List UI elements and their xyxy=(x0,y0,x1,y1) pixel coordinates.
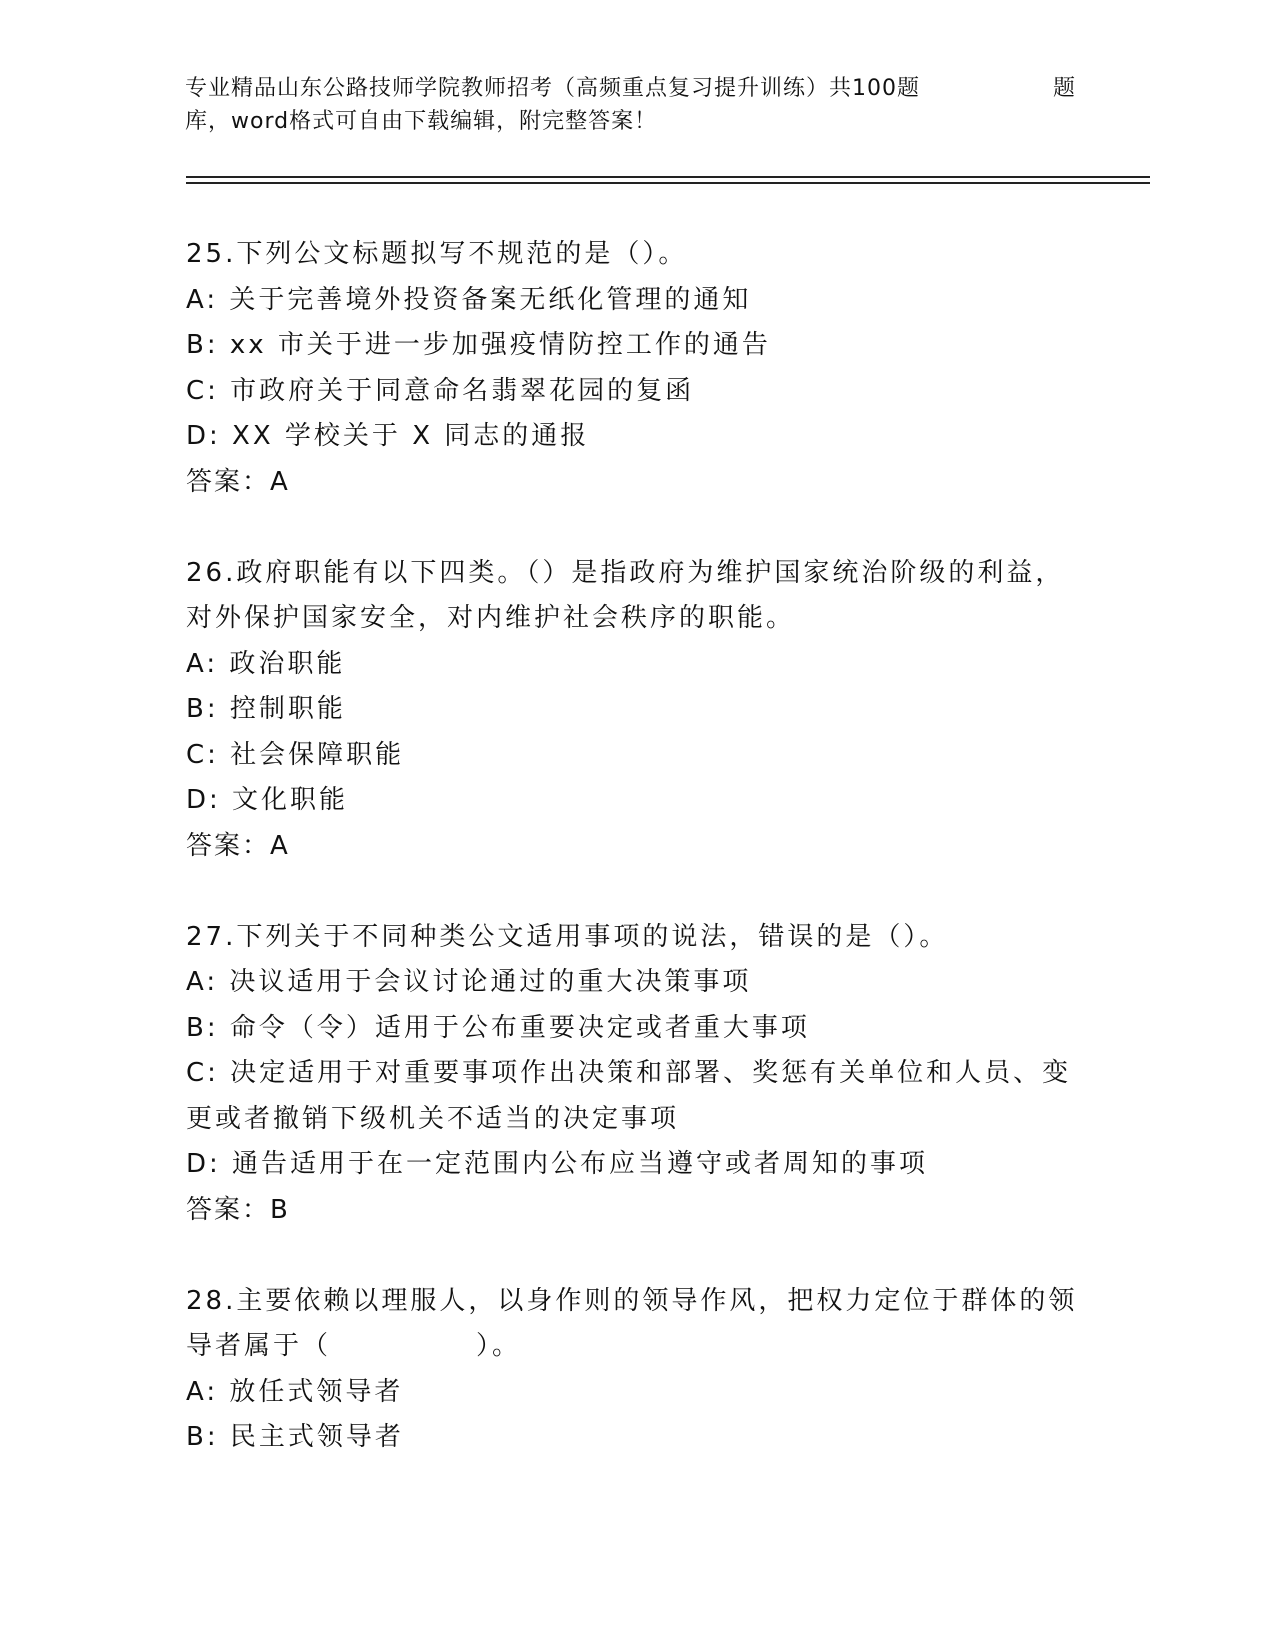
question-stem: 26.政府职能有以下四类。（）是指政府为维护国家统治阶级的利益， xyxy=(186,557,1065,588)
question-stem: 27.下列关于不同种类公文适用事项的说法，错误的是（）。 xyxy=(186,921,949,952)
header-line-1: 专业精品山东公路技师学院教师招考（高频重点复习提升训练）共100题 xyxy=(185,76,920,101)
question-stem: 25.下列公文标题拟写不规范的是（）。 xyxy=(186,239,688,269)
option-a: A: 关于完善境外投资备案无纸化管理的通知 xyxy=(186,284,752,315)
question-28 xyxy=(186,1279,1086,1461)
answer: 答案：B xyxy=(186,1194,290,1225)
answer: 答案：A xyxy=(186,830,290,861)
option-d: D: 文化职能 xyxy=(186,785,349,815)
option-d: D: 通告适用于在一定范围内公布应当遵守或者周知的事项 xyxy=(186,1149,929,1179)
option-c: C: 市政府关于同意命名翡翠花园的复函 xyxy=(186,375,695,406)
option-c: C: 决定适用于对重要事项作出决策和部署、奖惩有关单位和人员、变 xyxy=(186,1058,1072,1088)
option-a: A: 放任式领导者 xyxy=(186,1376,404,1407)
question-stem-continued: 对外保护国家安全，对内维护社会秩序的职能。 xyxy=(186,603,796,633)
header-line-1-tail: 题 xyxy=(1053,76,1076,101)
question-25 xyxy=(186,232,1086,505)
question-stem: 28.主要依赖以理服人，以身作则的领导作风，把权力定位于群体的领 xyxy=(186,1285,1078,1316)
question-27 xyxy=(186,915,1086,1234)
header-line-2: 库，word格式可自由下载编辑，附完整答案！ xyxy=(185,109,658,134)
option-b: B: 民主式领导者 xyxy=(186,1422,404,1452)
question-26 xyxy=(186,551,1086,870)
option-b: B: 命令（令）适用于公布重要决定或者重大事项 xyxy=(186,1012,810,1043)
header-divider-bottom xyxy=(186,182,1150,184)
option-a: A: 决议适用于会议讨论通过的重大决策事项 xyxy=(186,967,752,997)
option-c: C: 社会保障职能 xyxy=(186,739,405,770)
question-list xyxy=(186,232,1086,1506)
document-header xyxy=(185,72,1085,138)
option-b: B: 控制职能 xyxy=(186,694,346,724)
question-stem-continued: 导者属于（ ）。 xyxy=(186,1331,522,1361)
header-divider-top xyxy=(186,176,1150,178)
option-d: D: XX 学校关于 X 同志的通报 xyxy=(186,421,590,451)
option-b: B: xx 市关于进一步加强疫情防控工作的通告 xyxy=(186,330,771,360)
option-a: A: 政治职能 xyxy=(186,648,346,679)
option-c-continued: 更或者撤销下级机关不适当的决定事项 xyxy=(186,1103,680,1134)
answer: 答案：A xyxy=(186,466,290,497)
